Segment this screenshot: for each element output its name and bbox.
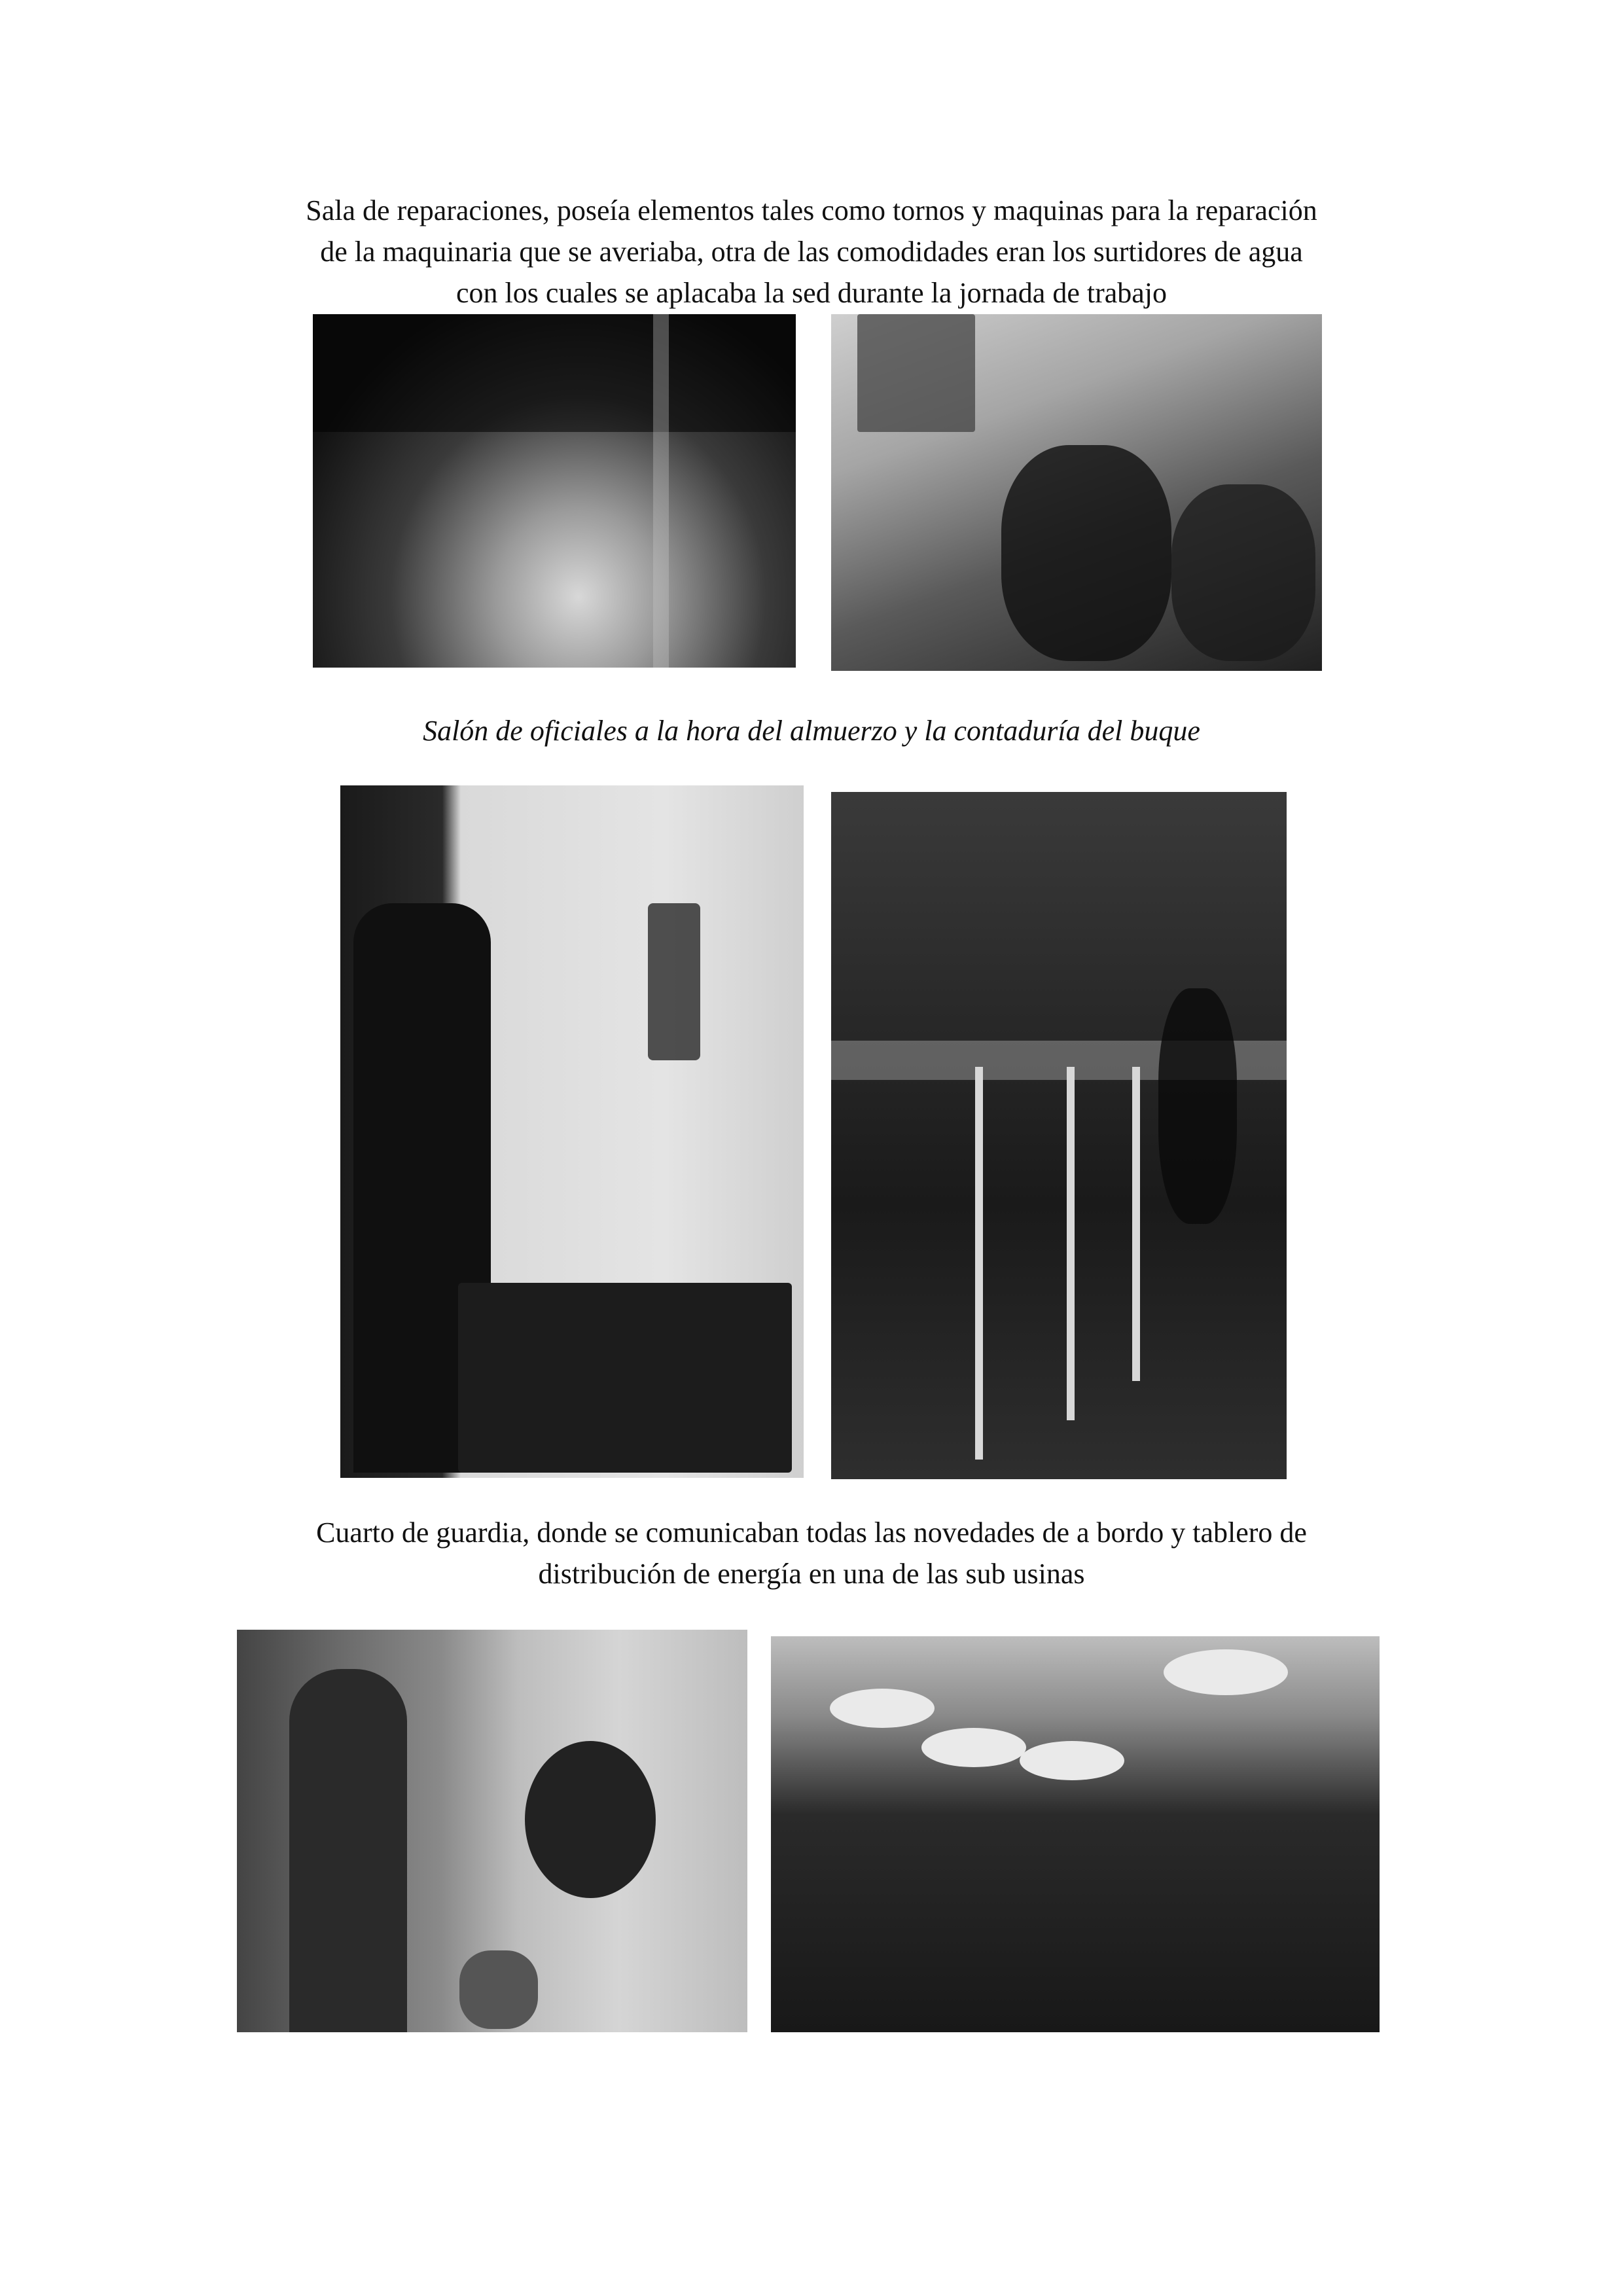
photo-power-distribution-board xyxy=(831,792,1287,1479)
caption-line: Salón de oficiales a la hora del almuerzo y la contaduría del buque xyxy=(423,715,1200,747)
caption-line: Cuarto de guardia, donde se comunicaban todas las novedades de a bordo y tablero de xyxy=(316,1516,1307,1549)
photo-guard-room-telephone xyxy=(340,785,804,1478)
caption-sala-reparaciones xyxy=(196,190,1427,314)
caption-line: distribución de energía en una de las sub usinas xyxy=(538,1558,1085,1590)
caption-salon-oficiales xyxy=(196,710,1427,751)
photo-ship-accounting-office xyxy=(831,314,1322,671)
photo-officers-dining xyxy=(313,314,796,668)
caption-line: con los cuales se aplacaba la sed durante la jornada de trabajo xyxy=(455,277,1168,309)
photo-group-of-officers xyxy=(771,1636,1380,2032)
photo-officer-on-bridge xyxy=(237,1630,747,2032)
caption-cuarto-guardia xyxy=(196,1512,1427,1594)
caption-line: de la maquinaria que se averiaba, otra de las comodidades eran los surtidores de agua xyxy=(320,236,1303,268)
caption-line: Sala de reparaciones, poseía elementos tales como tornos y maquinas para la reparación xyxy=(306,194,1317,226)
